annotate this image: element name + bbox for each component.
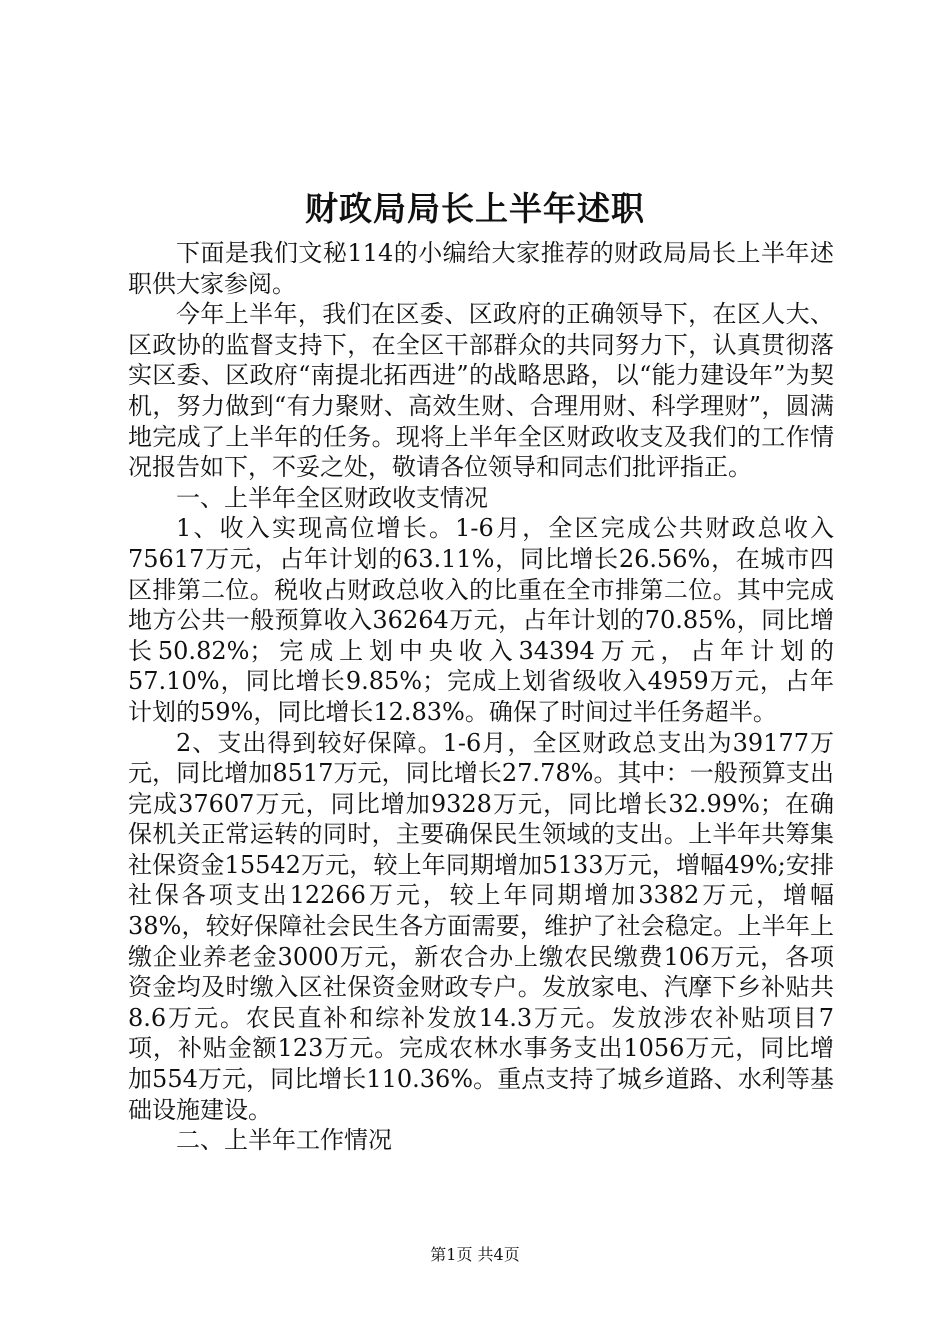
paragraph-intro: 下面是我们文秘114的小编给大家推荐的财政局局长上半年述职供大家参阅。	[128, 239, 834, 298]
section-heading-1: 一、上半年全区财政收支情况	[176, 483, 488, 512]
paragraph-overview: 今年上半年，我们在区委、区政府的正确领导下，在区人大、区政协的监督支持下，在全区干部群众的共同努力下，认真贯彻落实区委、区政府“南提北拓西进”的战略思路，以“能力建设年”为契机，努力做到“有力聚财、高效生财、合理用财、科学理财”，圆满地完成了上半年的任务。现将上半年全区财政收支及我们的工作情况报告如下，不妥之处，敬请各位领导和同志们批评指正。	[128, 300, 834, 482]
document-body	[128, 238, 834, 1156]
paragraph-income: 1、收入实现高位增长。1-6月，全区完成公共财政总收入75617万元，占年计划的63.11%，同比增长26.56%，在城市四区排第二位。税收占财政总收入的比重在全市排第二位。其中完成地方公共一般预算收入36264万元，占年计划的70.85%，同比增长50.82%；完成上划中央收入34394万元，占年计划的57.10%，同比增长9.85%；完成上划省级收入4959万元，占年计划的59%，同比增长12.83%。确保了时间过半任务超半。	[128, 514, 834, 726]
document-title: 财政局局长上半年述职	[305, 189, 645, 228]
page-footer: 第1页 共4页	[430, 1245, 520, 1264]
section-heading-2: 二、上半年工作情况	[176, 1126, 392, 1155]
paragraph-expenditure: 2、支出得到较好保障。1-6月，全区财政总支出为39177万元，同比增加8517万元，同比增长27.78%。其中：一般预算支出完成37607万元，同比增加9328万元，同比增长32.99%；在确保机关正常运转的同时，主要确保民生领域的支出。上半年共筹集社保资金15542万元，较上年同期增加5133万元，增幅49%;安排社保各项支出12266万元，较上年同期增加3382万元，增幅38%，较好保障社会民生各方面需要，维护了社会稳定。上半年上缴企业养老金3000万元，新农合办上缴农民缴费106万元，各项资金均及时缴入区社保资金财政专户。发放家电、汽摩下乡补贴共8.6万元。农民直补和综补发放14.3万元。发放涉农补贴项目7项，补贴金额123万元。完成农林水事务支出1056万元，同比增加554万元，同比增长110.36%。重点支持了城乡道路、水利等基础设施建设。	[128, 728, 834, 1124]
